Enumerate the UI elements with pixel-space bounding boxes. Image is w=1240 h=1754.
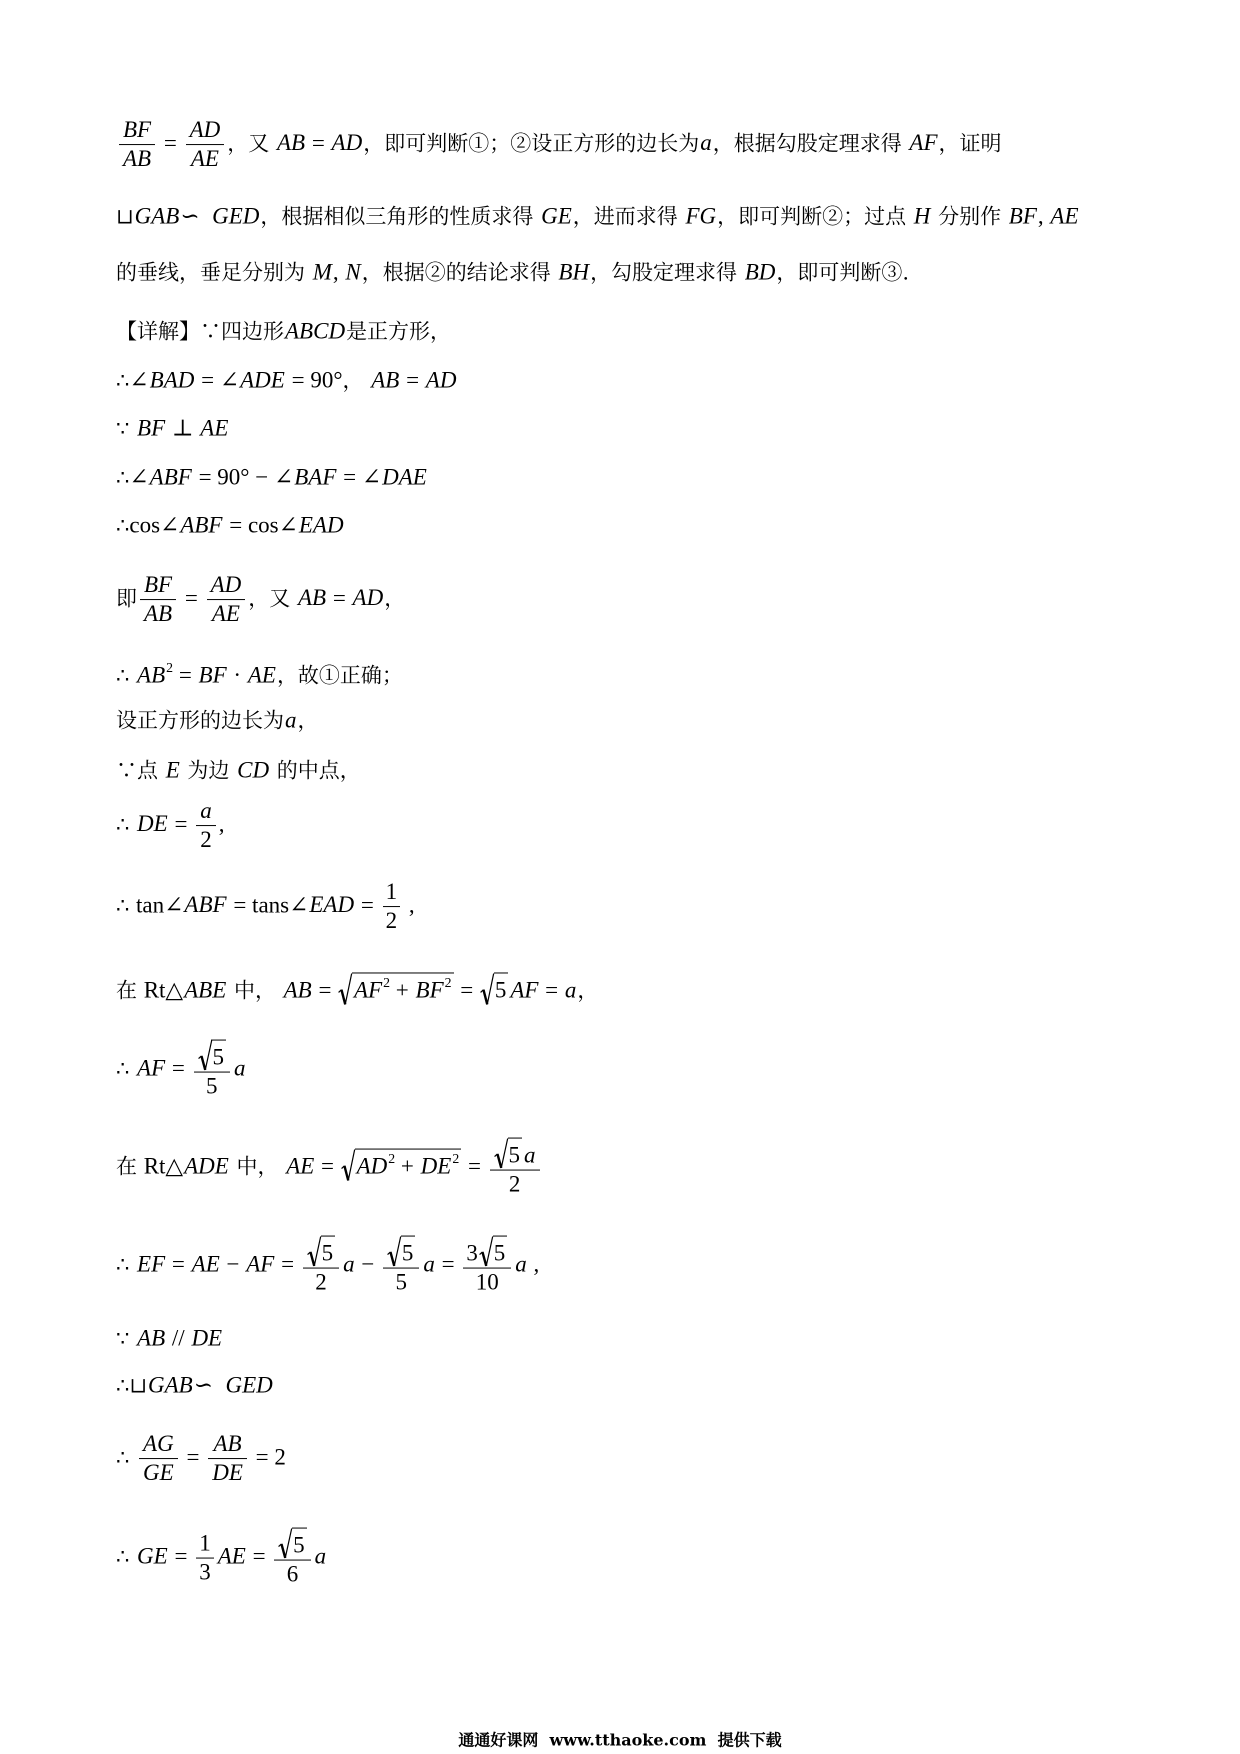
math-symbol: =	[173, 662, 198, 688]
math-variable: AF	[137, 1055, 166, 1081]
solution-line-1	[116, 315, 451, 346]
math-symbol: 2	[385, 908, 398, 934]
text-run: 的垂线，垂足分别为	[116, 260, 312, 285]
solution-line-2	[116, 364, 457, 395]
superscript: 2	[452, 1150, 460, 1166]
fraction-denominator	[274, 1561, 310, 1588]
math-symbol: ∠	[129, 464, 149, 490]
radicand	[494, 972, 509, 1003]
radical-sign	[479, 1236, 493, 1267]
math-variable: M	[312, 259, 332, 285]
math-variable: ABF	[180, 512, 223, 538]
math-variable: N	[345, 259, 361, 285]
math-symbol: 5	[321, 1240, 334, 1266]
math-variable: BF	[137, 415, 166, 441]
text-run: ，根据勾股定理求得	[712, 131, 909, 156]
math-symbol: ∠	[129, 367, 149, 393]
solution-line-18	[116, 1431, 286, 1487]
fraction-numerator	[194, 1040, 230, 1073]
math-variable: BF	[123, 117, 152, 143]
math-symbol: cos∠	[129, 512, 180, 538]
math-symbol: =	[179, 585, 204, 611]
fraction	[139, 1431, 178, 1487]
math-variable: AB	[371, 367, 400, 393]
superscript: 2	[444, 975, 452, 991]
text-run: ，即可判断①；②设正方形的边长为	[363, 131, 700, 156]
fraction-numerator	[208, 1431, 247, 1459]
fraction	[208, 1431, 247, 1487]
square-root	[307, 1236, 335, 1267]
solution-line-13	[116, 1040, 246, 1101]
math-variable: DE	[191, 1325, 223, 1351]
square-root	[278, 1528, 306, 1559]
fraction-numerator	[463, 1236, 511, 1269]
solution-line-6	[116, 572, 405, 628]
text-run: ，根据相似三角形的性质求得	[260, 204, 541, 229]
math-symbol: 10	[475, 1270, 499, 1295]
math-variable: GAB	[147, 1372, 193, 1398]
fraction-denominator	[139, 1460, 178, 1487]
math-variable: a	[343, 1251, 355, 1277]
text-run: ，即可判断②；过点	[717, 204, 913, 229]
square-root	[479, 1236, 507, 1267]
radicand	[355, 1148, 462, 1179]
math-symbol: =	[462, 1153, 487, 1179]
square-root	[338, 972, 453, 1005]
fraction-numerator	[139, 1431, 178, 1459]
solution-line-7	[116, 659, 403, 690]
text-run: ∴	[116, 893, 137, 918]
math-symbol: =	[327, 585, 352, 611]
square-root	[387, 1236, 415, 1267]
math-symbol: =	[306, 130, 331, 156]
text-run: ，故①正确；	[276, 663, 403, 688]
fraction-numerator	[119, 117, 155, 145]
radicand	[321, 1236, 336, 1267]
fraction	[274, 1528, 310, 1589]
math-symbol: ⊥	[166, 415, 200, 441]
math-variable: AB	[213, 1431, 242, 1457]
math-symbol: ,	[527, 1251, 540, 1277]
text-run: 分别作	[931, 204, 1008, 229]
math-variable: BF	[144, 572, 173, 598]
text-run: ∴	[116, 1445, 137, 1470]
solution-line-14	[116, 1138, 543, 1199]
fraction-numerator	[274, 1528, 310, 1561]
math-symbol: ∽	[180, 203, 212, 229]
radicand	[352, 972, 454, 1003]
fraction-numerator	[196, 1530, 214, 1558]
math-symbol: +	[390, 977, 415, 1003]
math-variable: GED	[212, 203, 260, 229]
fraction-numerator	[383, 879, 401, 907]
radicand	[508, 1138, 523, 1169]
math-variable: AB	[137, 662, 166, 688]
math-symbol: Rt△	[143, 1153, 184, 1179]
math-variable: a	[564, 977, 577, 1003]
math-variable: BH	[558, 259, 590, 285]
text-run: 的中点，	[270, 758, 361, 783]
math-variable: GE	[143, 1460, 174, 1486]
math-variable: a	[285, 707, 297, 733]
math-symbol: 2	[315, 1270, 327, 1295]
text-run: ，勾股定理求得	[590, 260, 744, 285]
math-variable: AD	[331, 130, 363, 156]
fraction	[186, 117, 225, 173]
square-root	[341, 1148, 461, 1181]
text-run: 中，	[229, 1154, 286, 1179]
math-variable: AB	[144, 601, 173, 627]
text-run: 即	[116, 586, 137, 611]
analysis-line-2	[116, 200, 1080, 231]
radical-sign	[307, 1236, 321, 1267]
fraction	[194, 1040, 230, 1101]
math-symbol: tan∠	[136, 892, 184, 918]
radical-sign	[278, 1528, 292, 1559]
math-symbol: 1	[199, 1530, 211, 1556]
fraction	[207, 572, 246, 628]
radical-sign	[338, 972, 352, 1005]
text-run: ∴	[116, 368, 130, 393]
fraction-numerator	[207, 572, 246, 600]
math-variable: DE	[137, 811, 168, 837]
solution-line-4	[116, 461, 428, 492]
math-variable: AE	[286, 1153, 315, 1179]
math-symbol: = ∠	[337, 464, 382, 490]
math-variable: EAD	[298, 512, 344, 538]
math-variable: GAB	[134, 203, 180, 229]
analysis-line-1	[116, 117, 1002, 173]
fraction	[463, 1236, 511, 1297]
math-symbol: =	[166, 1055, 191, 1081]
math-symbol: =	[168, 1543, 194, 1569]
math-variable: EAD	[309, 892, 355, 918]
solution-line-15	[116, 1236, 539, 1297]
math-variable: AE	[217, 1543, 246, 1569]
fraction-denominator	[186, 146, 225, 173]
fraction-denominator	[490, 1171, 540, 1198]
math-variable: BF	[1008, 203, 1037, 229]
math-symbol: //	[166, 1325, 191, 1351]
text-run: ∴	[116, 1252, 137, 1277]
math-symbol: =	[158, 130, 183, 156]
text-run: ∴	[116, 1056, 137, 1081]
fraction	[196, 1530, 214, 1586]
text-run: ，	[342, 368, 371, 393]
solution-line-19	[116, 1528, 327, 1589]
math-variable: a	[233, 1055, 246, 1081]
math-variable: ABF	[184, 892, 227, 918]
fraction	[303, 1236, 339, 1297]
math-variable: AE	[247, 662, 276, 688]
solution-line-12	[116, 972, 598, 1005]
square-root	[494, 1138, 522, 1169]
math-variable: a	[700, 130, 712, 156]
math-variable: DE	[212, 1460, 243, 1486]
text-run: ，	[577, 978, 599, 1003]
math-variable: BD	[744, 259, 776, 285]
superscript: 2	[166, 660, 174, 676]
fraction	[140, 572, 176, 628]
fraction-denominator	[383, 908, 401, 935]
text-run: ，根据②的结论求得	[361, 260, 558, 285]
solution-line-16	[116, 1322, 223, 1353]
math-symbol: ,	[332, 259, 345, 285]
text-run: ，进而求得	[572, 204, 685, 229]
math-symbol: +	[395, 1153, 420, 1179]
fraction-numerator	[303, 1236, 339, 1269]
radicand	[493, 1236, 508, 1267]
text-run: ，	[384, 586, 406, 611]
math-variable: AD	[352, 585, 384, 611]
math-variable: AB	[297, 585, 327, 611]
math-symbol: =	[435, 1251, 461, 1277]
math-variable: a	[515, 1251, 527, 1277]
math-symbol: 5	[401, 1240, 414, 1266]
math-variable: ABF	[149, 464, 192, 490]
math-symbol: = tans∠	[227, 892, 309, 918]
math-variable: AF	[246, 1251, 275, 1277]
math-variable: a	[423, 1251, 435, 1277]
text-run: 中，	[227, 978, 283, 1003]
math-symbol: 3	[199, 1559, 211, 1585]
math-variable: AD	[356, 1153, 388, 1179]
math-symbol: ,	[1037, 203, 1050, 229]
math-symbol: =	[180, 1444, 206, 1470]
math-variable: AG	[143, 1431, 174, 1457]
page-footer: 通通好课网 www.tthaoke.com 提供下载	[458, 1730, 782, 1750]
fraction-numerator	[196, 798, 216, 826]
math-symbol: 1	[385, 879, 398, 905]
fraction-denominator	[383, 1269, 419, 1296]
math-variable: BAD	[149, 367, 195, 393]
fraction-denominator	[208, 1460, 247, 1487]
solution-line-3	[116, 412, 229, 443]
math-symbol: 5	[494, 977, 507, 1003]
math-symbol: =	[275, 1251, 300, 1277]
math-symbol: −	[220, 1251, 246, 1277]
math-variable: a	[314, 1543, 327, 1569]
radical-sign	[198, 1040, 212, 1071]
fraction-numerator	[140, 572, 176, 600]
square-root	[198, 1040, 226, 1071]
math-symbol: = 90° − ∠	[192, 464, 294, 490]
fraction-numerator	[383, 1236, 419, 1269]
math-symbol: 2	[200, 827, 212, 853]
math-variable: ADE	[240, 367, 285, 393]
text-run: ∵点	[116, 758, 165, 783]
fraction-denominator	[119, 146, 155, 173]
math-variable: AB	[137, 1325, 166, 1351]
fraction	[119, 117, 155, 173]
text-run: ，证明	[938, 131, 1002, 156]
fraction-denominator	[196, 1559, 214, 1586]
math-variable: AE	[200, 415, 229, 441]
math-symbol: 5	[293, 1532, 305, 1558]
math-variable: AB	[283, 977, 312, 1003]
text-run: ∴	[116, 513, 130, 538]
fraction-numerator	[186, 117, 225, 145]
solution-line-11	[116, 879, 415, 935]
fraction	[383, 879, 401, 935]
math-variable: CD	[237, 757, 270, 783]
math-variable: H	[913, 203, 931, 229]
radicand	[211, 1040, 226, 1071]
math-symbol: = 2	[249, 1444, 286, 1470]
math-symbol: 5	[508, 1142, 520, 1168]
math-variable: DAE	[382, 464, 427, 490]
math-symbol: =	[315, 1153, 340, 1179]
radical-sign	[341, 1148, 355, 1181]
math-variable: BF	[198, 662, 227, 688]
math-symbol: 2	[508, 1172, 521, 1197]
math-variable: AF	[909, 130, 938, 156]
math-symbol: =	[454, 977, 480, 1003]
math-variable: EF	[137, 1251, 166, 1277]
text-run: 为边	[180, 758, 237, 783]
math-symbol: =	[400, 367, 425, 393]
text-run: 【详解】∵四边形	[116, 319, 284, 344]
math-variable: AF	[510, 977, 539, 1003]
text-run: ∵	[116, 1326, 137, 1351]
text-run: 是正方形，	[346, 319, 452, 344]
math-variable: AB	[276, 130, 306, 156]
math-symbol: ·	[227, 662, 247, 688]
text-run: ∴	[116, 663, 137, 688]
solution-line-9	[116, 754, 361, 785]
text-run: ⊔	[116, 204, 134, 229]
math-symbol: ,	[403, 892, 415, 918]
fraction-denominator	[194, 1073, 230, 1100]
fraction	[490, 1138, 540, 1199]
superscript: 2	[388, 1150, 396, 1166]
solution-line-17	[116, 1369, 274, 1400]
fraction	[196, 798, 216, 854]
math-variable: FG	[685, 203, 717, 229]
math-symbol: =	[246, 1543, 272, 1569]
math-variable: AD	[189, 117, 221, 143]
math-variable: AE	[191, 1251, 220, 1277]
math-variable: GED	[225, 1372, 273, 1398]
text-run: ∴⊔	[116, 1373, 147, 1398]
radicand	[401, 1236, 416, 1267]
math-symbol: Rt△	[143, 977, 184, 1003]
math-symbol: = 90°	[285, 367, 343, 393]
text-run: ∵	[116, 416, 137, 441]
math-symbol: 5	[493, 1240, 506, 1266]
math-variable: a	[524, 1142, 536, 1168]
math-symbol: ∽	[193, 1372, 225, 1398]
text-run: ，又	[248, 586, 297, 611]
text-run: ，即可判断③.	[776, 260, 910, 285]
fraction	[383, 1236, 419, 1297]
math-symbol: 5	[206, 1074, 218, 1099]
math-symbol: =	[355, 892, 380, 918]
math-variable: AF	[354, 977, 383, 1003]
fraction-denominator	[196, 827, 216, 854]
text-run: 在	[116, 978, 144, 1003]
fraction-denominator	[463, 1269, 511, 1296]
math-symbol: =	[312, 977, 338, 1003]
math-symbol: =	[168, 811, 194, 837]
math-symbol: =	[166, 1251, 191, 1277]
math-variable: DE	[420, 1153, 452, 1179]
math-variable: AE	[190, 146, 219, 172]
math-symbol: 6	[286, 1562, 299, 1587]
text-run: ∴	[116, 812, 137, 837]
math-variable: GE	[137, 1543, 168, 1569]
text-run: ，	[297, 708, 319, 733]
fraction-numerator	[490, 1138, 540, 1171]
text-run: 在	[116, 1154, 144, 1179]
analysis-line-3	[116, 256, 909, 287]
radical-sign	[494, 1138, 508, 1169]
solution-line-10	[116, 798, 224, 854]
math-symbol: = ∠	[195, 367, 240, 393]
math-symbol: 5	[212, 1044, 224, 1070]
math-variable: BF	[415, 977, 444, 1003]
math-variable: AD	[425, 367, 457, 393]
math-variable: BAF	[294, 464, 337, 490]
math-symbol: 3	[466, 1240, 478, 1266]
solution-line-8	[116, 704, 319, 735]
math-variable: E	[165, 757, 180, 783]
math-variable: ABCD	[285, 318, 346, 344]
math-symbol: =	[539, 977, 564, 1003]
math-variable: ADE	[184, 1153, 229, 1179]
math-symbol: −	[355, 1251, 381, 1277]
math-variable: AE	[211, 601, 240, 627]
radical-sign	[387, 1236, 401, 1267]
math-variable: AB	[123, 146, 152, 172]
text-run: ∴	[116, 465, 130, 490]
fraction-denominator	[140, 601, 176, 628]
text-run: ∴	[116, 1544, 137, 1569]
superscript: 2	[383, 975, 391, 991]
fraction-denominator	[207, 601, 246, 628]
fraction-denominator	[303, 1269, 339, 1296]
text-run: 设正方形的边长为	[116, 708, 284, 733]
text-run: ，又	[227, 131, 276, 156]
square-root	[480, 972, 508, 1005]
math-variable: ABE	[184, 977, 227, 1003]
math-symbol: = cos∠	[223, 512, 298, 538]
math-variable: a	[200, 798, 212, 824]
radical-sign	[480, 972, 494, 1005]
math-variable: GE	[541, 203, 572, 229]
math-variable: AD	[210, 572, 242, 598]
math-variable: AE	[1050, 203, 1079, 229]
radicand	[292, 1528, 307, 1559]
math-symbol: 5	[395, 1270, 407, 1295]
solution-line-5	[116, 509, 345, 540]
math-symbol: ,	[218, 811, 225, 837]
